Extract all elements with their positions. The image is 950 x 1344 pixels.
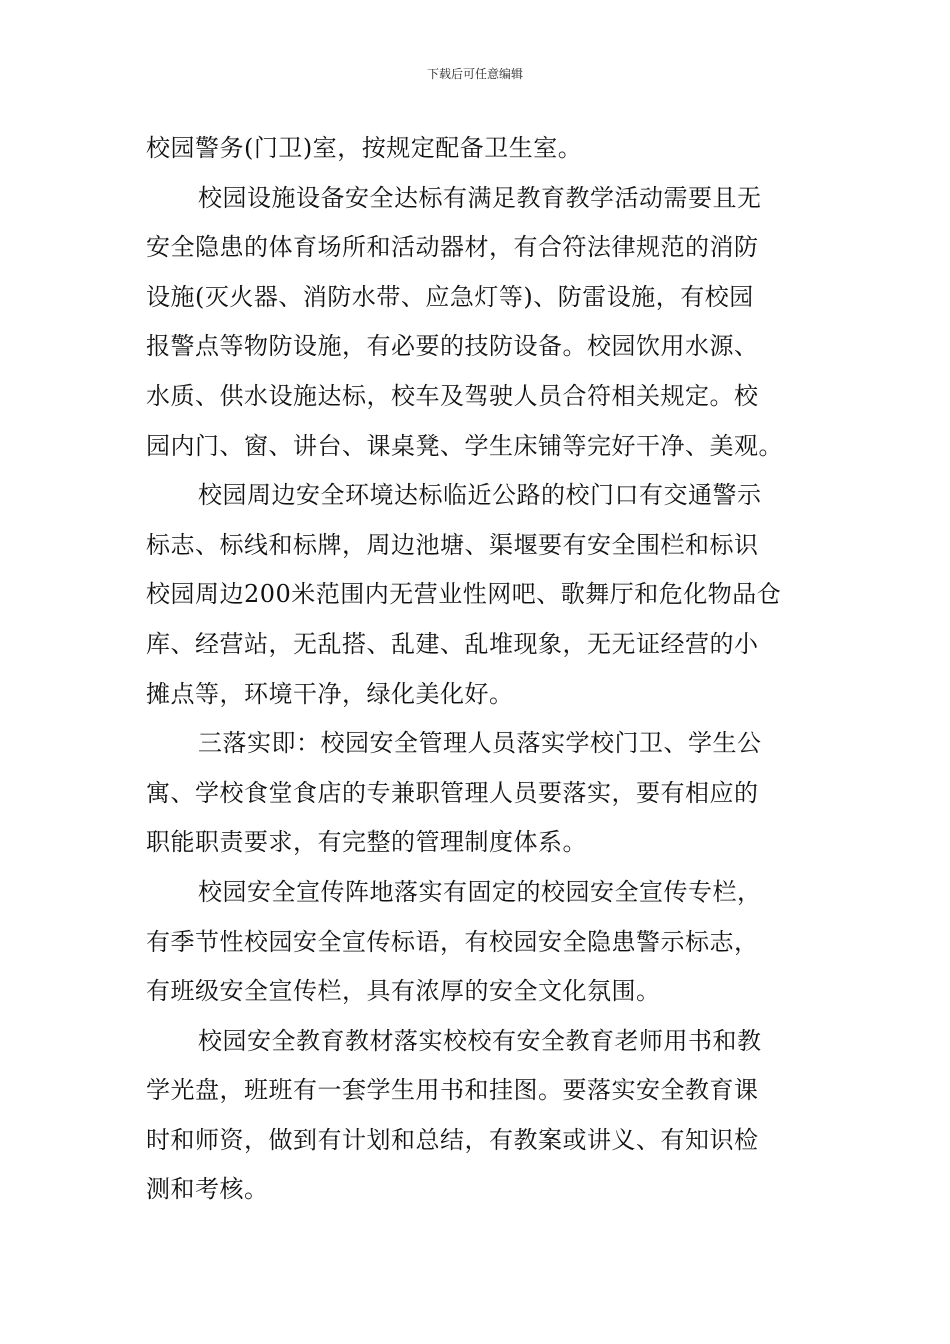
text-line: 设施(灭火器、消防水带、应急灯等)、防雷设施，有校园	[146, 282, 754, 311]
text-line: 摊点等，环境干净，绿化美化好。	[146, 679, 514, 708]
paragraph-4	[146, 719, 806, 868]
text-line: 校园安全教育教材落实校校有安全教育老师用书和教	[198, 1026, 762, 1055]
text-line: 校园警务(门卫)室，按规定配备卫生室。	[146, 134, 583, 162]
text-line: 园内门、窗、讲台、课桌凳、学生床铺等完好干净、美观。	[146, 431, 783, 460]
paragraph-5	[146, 868, 806, 1017]
paragraph-3	[146, 471, 806, 719]
text-line: 三落实即：校园安全管理人员落实学校门卫、学生公	[198, 729, 762, 758]
text-line: 校园安全宣传阵地落实有固定的校园安全宣传专栏，	[198, 877, 762, 906]
text-line: 寓、学校食堂食店的专兼职管理人员要落实，要有相应的	[146, 778, 759, 807]
text-line: 库、经营站，无乱搭、乱建、乱堆现象，无无证经营的小	[146, 629, 759, 658]
text-line: 校园周边200米范围内无营业性网吧、歌舞厅和危化物品仓	[146, 580, 782, 609]
text-line: 水质、供水设施达标，校车及驾驶人员合符相关规定。校	[146, 381, 759, 410]
text-line: 标志、标线和标牌，周边池塘、渠堰要有安全围栏和标识	[146, 530, 759, 559]
document-body	[146, 124, 806, 1215]
text-line: 校园设施设备安全达标有满足教育教学活动需要且无	[198, 183, 762, 212]
text-line: 职能职责要求，有完整的管理制度体系。	[146, 828, 587, 857]
page-header: 下载后可任意编辑	[426, 67, 523, 81]
paragraph-2	[146, 174, 806, 472]
text-line: 测和考核。	[146, 1175, 269, 1204]
text-line: 报警点等物防设施，有必要的技防设备。校园饮用水源、	[146, 332, 759, 361]
text-line: 有班级安全宣传栏，具有浓厚的安全文化氛围。	[146, 977, 661, 1006]
text-line: 校园周边安全环境达标临近公路的校门口有交通警示	[198, 481, 762, 510]
paragraph-1	[146, 124, 806, 174]
text-line: 学光盘，班班有一套学生用书和挂图。要落实安全教育课	[146, 1076, 759, 1105]
text-line: 有季节性校园安全宣传标语，有校园安全隐患警示标志，	[146, 927, 759, 956]
text-line: 安全隐患的体育场所和活动器材，有合符法律规范的消防	[146, 233, 759, 262]
text-line: 时和师资，做到有计划和总结，有教案或讲义、有知识检	[146, 1125, 759, 1154]
paragraph-6	[146, 1017, 806, 1215]
